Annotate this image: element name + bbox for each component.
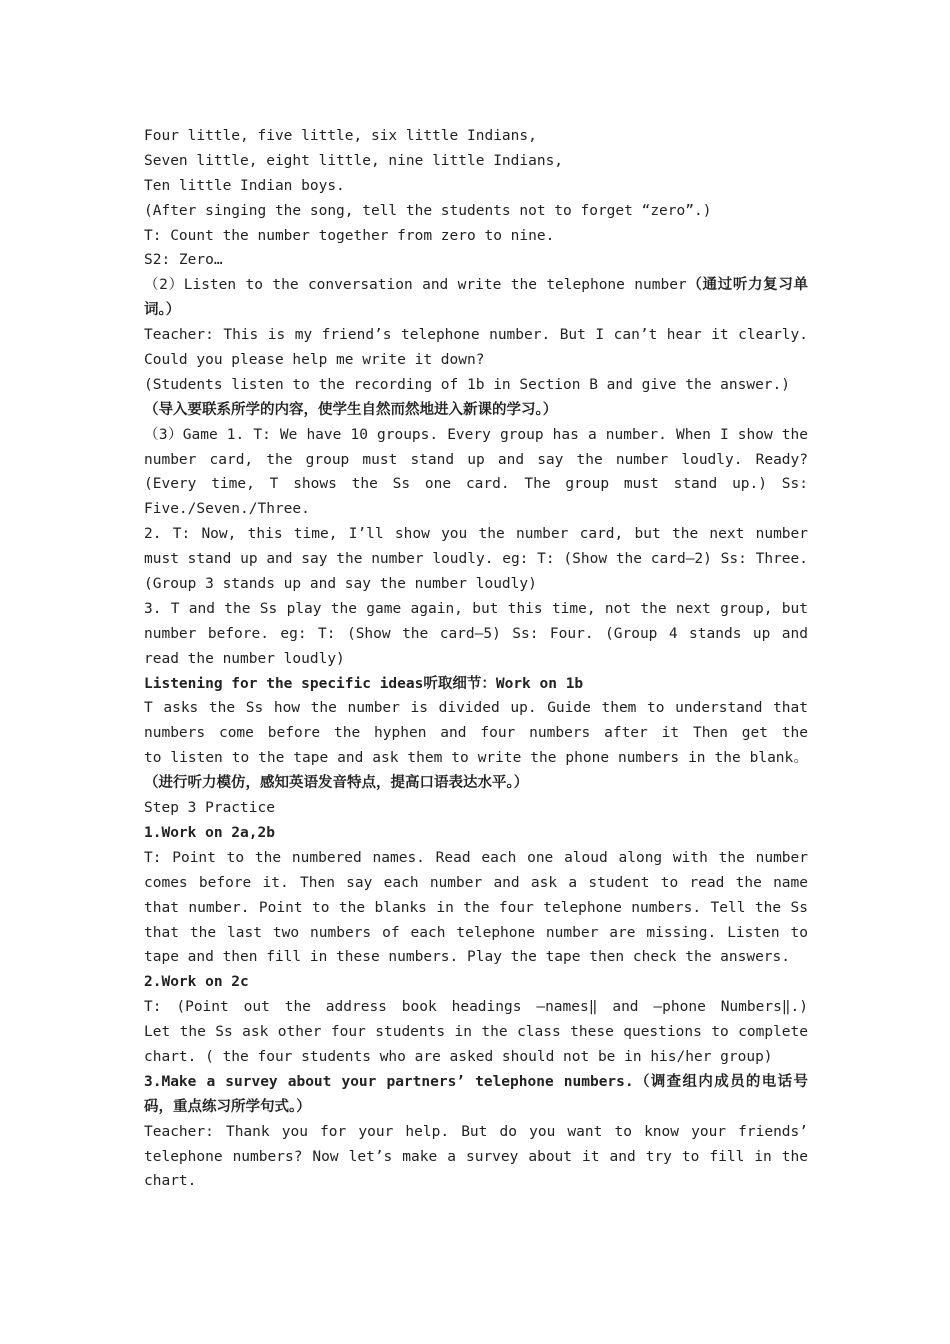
line-text: to listen to the tape and ask them to write the phone numbers in the blank。 — [144, 750, 808, 767]
text-line — [144, 746, 808, 771]
line-text: numbers come before the hyphen and four numbers after it Then get the — [144, 725, 808, 742]
line-text: Teacher: This is my friend’s telephone number. But I can’t hear it clearly. — [144, 327, 808, 344]
line-text: （3）Game 1. T: We have 10 groups. Every group has a number. When I show the — [144, 426, 808, 443]
text-line — [144, 1120, 808, 1145]
text-line — [144, 149, 808, 174]
text-line — [144, 472, 808, 497]
line-text: tape and then fill in these numbers. Play the tape then check the answers. — [144, 949, 791, 966]
line-text: Teacher: Thank you for your help. But do you want to know your friends’ — [144, 1123, 808, 1140]
line-text: Four little, five little, six little Indians, — [144, 128, 537, 144]
text-line — [144, 597, 808, 622]
line-text: (Group 3 stands up and say the number loudly) — [144, 576, 537, 593]
text-line — [144, 224, 808, 249]
text-line — [144, 1169, 808, 1194]
line-text: number before. eg: T: (Show the card—5) Ss: Four. (Group 4 stands up and — [144, 625, 808, 642]
text-line — [144, 174, 808, 199]
line-text: 1.Work on 2a,2b — [144, 824, 275, 841]
line-text: 3.Make a survey about your partners’ telephone numbers. — [144, 1073, 634, 1090]
text-line — [144, 273, 808, 298]
line-text-tail: Work on 1b — [495, 675, 584, 692]
text-line — [144, 647, 808, 672]
line-text: Listening for the specific ideas — [144, 675, 424, 692]
text-line — [144, 821, 808, 846]
line-text: read the number loudly) — [144, 650, 345, 667]
text-line — [144, 622, 808, 647]
line-text: Let the Ss ask other four students in the class these questions to complete — [144, 1024, 808, 1041]
text-line — [144, 995, 808, 1020]
line-text: number card, the group must stand up and say the number loudly. Ready? — [144, 451, 808, 468]
text-line — [144, 672, 808, 697]
line-text: T: Count the number together from zero to nine. — [144, 227, 555, 244]
line-chinese-note: 码，重点练习所学句式。） — [144, 1098, 311, 1115]
line-chinese-note: （导入要联系所学的内容，使学生自然而然地进入新课的学习。） — [144, 401, 558, 418]
line-text: Five./Seven./Three. — [144, 501, 310, 518]
line-text: 2. T: Now, this time, I’ll show you the number card, but the next number — [144, 526, 808, 543]
text-line — [144, 1070, 808, 1095]
text-line — [144, 373, 808, 398]
text-line — [144, 1095, 808, 1120]
line-text: telephone numbers? Now let’s make a survey about it and try to fill in the — [144, 1148, 808, 1165]
line-text: (Every time, T shows the Ss one card. The group must stand up.) Ss: — [144, 476, 808, 493]
line-text: T: Point to the numbered names. Read each one aloud along with the number — [144, 849, 808, 866]
text-line — [144, 970, 808, 995]
text-line — [144, 1045, 808, 1070]
line-text: Ten little Indian boys. — [144, 177, 345, 194]
text-line — [144, 522, 808, 547]
text-line — [144, 846, 808, 871]
text-line — [144, 945, 808, 970]
text-line — [144, 398, 808, 423]
text-line — [144, 298, 808, 323]
line-text: comes before it. Then say each number and ask a student to read the name — [144, 874, 808, 891]
line-text: S2: Zero… — [144, 252, 223, 269]
text-line — [144, 1020, 808, 1045]
line-text: that the last two numbers of each telephone number are missing. Listen to — [144, 924, 808, 941]
line-text: （2）Listen to the conversation and write the telephone number — [144, 277, 687, 294]
line-chinese-note: （通过听力复习单 — [686, 277, 808, 294]
line-text: T asks the Ss how the number is divided up. Guide them to understand that — [144, 700, 808, 717]
line-text: Could you please help me write it down? — [144, 352, 485, 369]
text-line — [144, 1145, 808, 1170]
text-line — [144, 547, 808, 572]
line-text: chart. ( the four students who are asked should not be in his/her group) — [144, 1048, 773, 1065]
line-text: that number. Point to the blanks in the four telephone numbers. Tell the Ss — [144, 899, 808, 916]
text-line — [144, 796, 808, 821]
text-line — [144, 199, 808, 224]
text-line — [144, 348, 808, 373]
line-chinese-note: （进行听力模仿，感知英语发音特点，提高口语表达水平。） — [144, 775, 529, 792]
line-text: 3. T and the Ss play the game again, but this time, not the next group, but — [144, 600, 808, 617]
text-line — [144, 696, 808, 721]
line-chinese-note: 词。） — [144, 302, 181, 319]
text-line — [144, 721, 808, 746]
text-line — [144, 448, 808, 473]
line-text: Seven little, eight little, nine little Indians, — [144, 152, 564, 169]
line-chinese-note: 听取细节： — [423, 675, 496, 692]
line-text: (After singing the song, tell the students not to forget “zero”.) — [144, 202, 712, 219]
line-text: Step 3 Practice — [144, 800, 275, 817]
line-text: T: (Point out the address book headings ―names‖ and ―phone Numbers‖.) — [144, 999, 808, 1016]
line-text: must stand up and say the number loudly. eg: T: (Show the card—2) Ss: Three. — [144, 551, 808, 568]
text-line — [144, 323, 808, 348]
text-line — [144, 871, 808, 896]
text-line — [144, 572, 808, 597]
text-line — [144, 921, 808, 946]
line-text: (Students listen to the recording of 1b in Section B and give the answer.) — [144, 376, 791, 393]
text-line — [144, 896, 808, 921]
text-line — [144, 497, 808, 522]
text-line — [144, 124, 808, 149]
document-body — [144, 124, 808, 1194]
text-line — [144, 248, 808, 273]
line-text: chart. — [144, 1173, 197, 1190]
text-line — [144, 771, 808, 796]
text-line — [144, 423, 808, 448]
line-text: 2.Work on 2c — [144, 974, 249, 991]
line-chinese-note: （调查组内成员的电话号 — [633, 1073, 808, 1090]
